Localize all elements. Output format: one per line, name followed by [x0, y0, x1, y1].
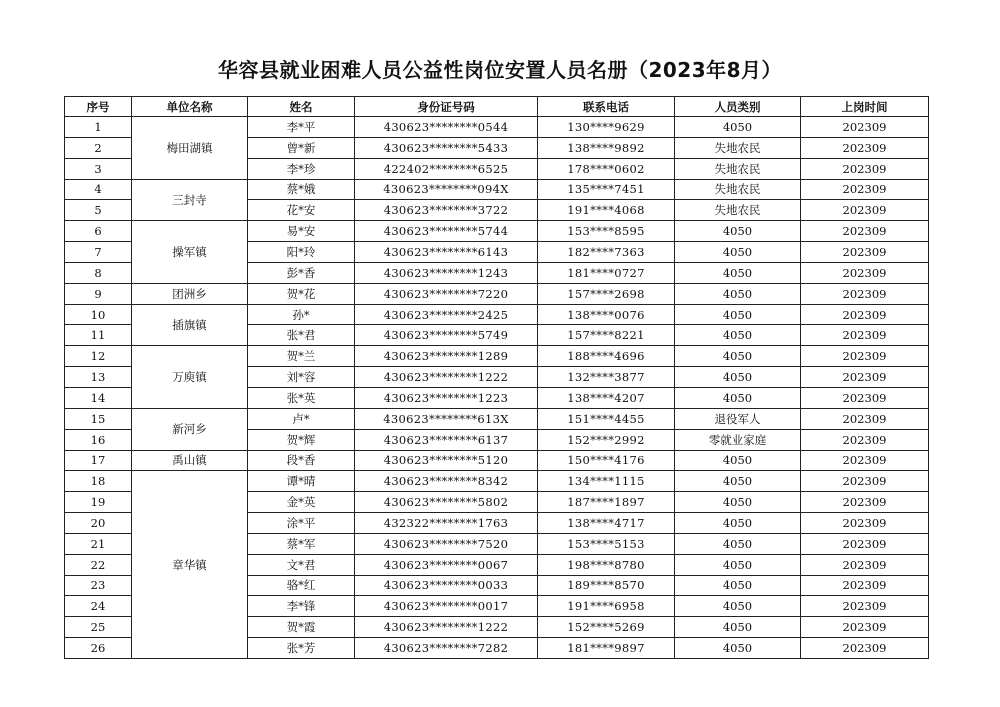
cell-no: 19: [65, 492, 132, 513]
cell-unit: 章华镇: [132, 471, 248, 659]
cell-no: 16: [65, 429, 132, 450]
header-start: 上岗时间: [801, 97, 929, 117]
cell-start: 202309: [801, 575, 929, 596]
cell-id: 430623********8342: [355, 471, 538, 492]
cell-id: 430623********7220: [355, 283, 538, 304]
header-phone: 联系电话: [538, 97, 675, 117]
cell-name: 卢*: [248, 408, 355, 429]
cell-phone: 138****9892: [538, 137, 675, 158]
cell-start: 202309: [801, 471, 929, 492]
cell-unit: 禹山镇: [132, 450, 248, 471]
header-category: 人员类别: [675, 97, 801, 117]
cell-phone: 189****8570: [538, 575, 675, 596]
table-row: [65, 471, 929, 492]
cell-start: 202309: [801, 429, 929, 450]
header-row: [65, 97, 929, 117]
cell-start: 202309: [801, 387, 929, 408]
cell-phone: 138****4717: [538, 513, 675, 534]
cell-no: 11: [65, 325, 132, 346]
table-row: [65, 304, 929, 325]
cell-name: 谭*晴: [248, 471, 355, 492]
cell-name: 彭*香: [248, 262, 355, 283]
page-title: 华容县就业困难人员公益性岗位安置人员名册（2023年8月）: [217, 58, 783, 82]
cell-id: 430623********5120: [355, 450, 538, 471]
cell-no: 17: [65, 450, 132, 471]
cell-id: 430623********5744: [355, 221, 538, 242]
header-name: 姓名: [248, 97, 355, 117]
cell-unit: 团洲乡: [132, 283, 248, 304]
cell-category: 4050: [675, 304, 801, 325]
cell-name: 蔡*娥: [248, 179, 355, 200]
cell-start: 202309: [801, 200, 929, 221]
cell-id: 430623********2425: [355, 304, 538, 325]
cell-unit: 插旗镇: [132, 304, 248, 346]
cell-name: 贺*花: [248, 283, 355, 304]
cell-start: 202309: [801, 408, 929, 429]
header-id: 身份证号码: [355, 97, 538, 117]
cell-unit: 三封寺: [132, 179, 248, 221]
cell-no: 3: [65, 158, 132, 179]
cell-category: 失地农民: [675, 158, 801, 179]
cell-name: 骆*红: [248, 575, 355, 596]
cell-name: 贺*兰: [248, 346, 355, 367]
cell-unit: 万庾镇: [132, 346, 248, 409]
cell-phone: 178****0602: [538, 158, 675, 179]
cell-start: 202309: [801, 346, 929, 367]
cell-category: 4050: [675, 221, 801, 242]
cell-category: 失地农民: [675, 200, 801, 221]
cell-category: 4050: [675, 513, 801, 534]
cell-id: 430623********5802: [355, 492, 538, 513]
cell-id: 430623********1222: [355, 367, 538, 388]
cell-no: 2: [65, 137, 132, 158]
cell-category: 4050: [675, 533, 801, 554]
roster-body: [65, 117, 929, 659]
cell-category: 退役军人: [675, 408, 801, 429]
cell-start: 202309: [801, 304, 929, 325]
cell-category: 4050: [675, 596, 801, 617]
cell-start: 202309: [801, 242, 929, 263]
cell-no: 12: [65, 346, 132, 367]
cell-no: 4: [65, 179, 132, 200]
cell-start: 202309: [801, 221, 929, 242]
cell-category: 4050: [675, 346, 801, 367]
cell-start: 202309: [801, 367, 929, 388]
cell-no: 8: [65, 262, 132, 283]
cell-start: 202309: [801, 554, 929, 575]
table-row: [65, 117, 929, 138]
cell-start: 202309: [801, 262, 929, 283]
cell-phone: 188****4696: [538, 346, 675, 367]
cell-start: 202309: [801, 617, 929, 638]
cell-start: 202309: [801, 638, 929, 659]
cell-id: 430623********094X: [355, 179, 538, 200]
cell-no: 13: [65, 367, 132, 388]
cell-id: 430623********6137: [355, 429, 538, 450]
cell-no: 22: [65, 554, 132, 575]
cell-id: 430623********5749: [355, 325, 538, 346]
cell-category: 4050: [675, 117, 801, 138]
cell-name: 涂*平: [248, 513, 355, 534]
cell-start: 202309: [801, 533, 929, 554]
cell-phone: 198****8780: [538, 554, 675, 575]
cell-name: 贺*霞: [248, 617, 355, 638]
cell-start: 202309: [801, 596, 929, 617]
cell-name: 易*安: [248, 221, 355, 242]
cell-id: 430623********5433: [355, 137, 538, 158]
cell-start: 202309: [801, 283, 929, 304]
cell-id: 430623********7520: [355, 533, 538, 554]
cell-phone: 153****5153: [538, 533, 675, 554]
cell-phone: 138****0076: [538, 304, 675, 325]
cell-phone: 135****7451: [538, 179, 675, 200]
cell-category: 失地农民: [675, 179, 801, 200]
table-row: [65, 450, 929, 471]
cell-id: 430623********1222: [355, 617, 538, 638]
cell-category: 4050: [675, 367, 801, 388]
cell-category: 失地农民: [675, 137, 801, 158]
cell-phone: 187****1897: [538, 492, 675, 513]
cell-unit: 操军镇: [132, 221, 248, 284]
cell-category: 4050: [675, 325, 801, 346]
cell-id: 430623********0017: [355, 596, 538, 617]
cell-phone: 191****6958: [538, 596, 675, 617]
cell-id: 422402********6525: [355, 158, 538, 179]
cell-no: 14: [65, 387, 132, 408]
cell-phone: 157****8221: [538, 325, 675, 346]
cell-no: 15: [65, 408, 132, 429]
cell-id: 430623********7282: [355, 638, 538, 659]
cell-name: 段*香: [248, 450, 355, 471]
table-row: [65, 221, 929, 242]
cell-id: 430623********1223: [355, 387, 538, 408]
roster-table: [64, 96, 929, 659]
cell-category: 4050: [675, 575, 801, 596]
cell-category: 4050: [675, 617, 801, 638]
cell-id: 430623********1243: [355, 262, 538, 283]
cell-phone: 134****1115: [538, 471, 675, 492]
cell-name: 张*君: [248, 325, 355, 346]
cell-name: 李*锋: [248, 596, 355, 617]
header-unit: 单位名称: [132, 97, 248, 117]
cell-unit: 新河乡: [132, 408, 248, 450]
cell-no: 20: [65, 513, 132, 534]
cell-name: 贺*辉: [248, 429, 355, 450]
cell-id: 430623********0544: [355, 117, 538, 138]
cell-no: 23: [65, 575, 132, 596]
cell-phone: 181****0727: [538, 262, 675, 283]
table-row: [65, 346, 929, 367]
cell-no: 26: [65, 638, 132, 659]
cell-phone: 138****4207: [538, 387, 675, 408]
cell-phone: 150****4176: [538, 450, 675, 471]
cell-unit: 梅田湖镇: [132, 117, 248, 180]
cell-no: 25: [65, 617, 132, 638]
cell-start: 202309: [801, 117, 929, 138]
cell-no: 24: [65, 596, 132, 617]
cell-category: 4050: [675, 387, 801, 408]
cell-name: 李*珍: [248, 158, 355, 179]
cell-id: 430623********6143: [355, 242, 538, 263]
cell-id: 430623********3722: [355, 200, 538, 221]
cell-id: 432322********1763: [355, 513, 538, 534]
cell-name: 文*君: [248, 554, 355, 575]
cell-phone: 157****2698: [538, 283, 675, 304]
table-row: [65, 179, 929, 200]
cell-category: 零就业家庭: [675, 429, 801, 450]
cell-start: 202309: [801, 513, 929, 534]
table-row: [65, 408, 929, 429]
cell-name: 花*安: [248, 200, 355, 221]
cell-phone: 132****3877: [538, 367, 675, 388]
cell-no: 10: [65, 304, 132, 325]
cell-name: 曾*新: [248, 137, 355, 158]
cell-name: 蔡*军: [248, 533, 355, 554]
cell-no: 5: [65, 200, 132, 221]
cell-category: 4050: [675, 283, 801, 304]
cell-phone: 152****2992: [538, 429, 675, 450]
cell-no: 1: [65, 117, 132, 138]
cell-phone: 191****4068: [538, 200, 675, 221]
cell-category: 4050: [675, 471, 801, 492]
cell-phone: 130****9629: [538, 117, 675, 138]
cell-category: 4050: [675, 262, 801, 283]
cell-phone: 182****7363: [538, 242, 675, 263]
cell-id: 430623********0067: [355, 554, 538, 575]
cell-id: 430623********0033: [355, 575, 538, 596]
cell-name: 李*平: [248, 117, 355, 138]
header-no: 序号: [65, 97, 132, 117]
cell-start: 202309: [801, 450, 929, 471]
cell-start: 202309: [801, 492, 929, 513]
cell-no: 7: [65, 242, 132, 263]
cell-no: 21: [65, 533, 132, 554]
cell-name: 阳*玲: [248, 242, 355, 263]
cell-start: 202309: [801, 137, 929, 158]
cell-no: 9: [65, 283, 132, 304]
table-row: [65, 283, 929, 304]
cell-category: 4050: [675, 554, 801, 575]
cell-name: 孙*: [248, 304, 355, 325]
cell-category: 4050: [675, 492, 801, 513]
cell-name: 张*芳: [248, 638, 355, 659]
cell-start: 202309: [801, 179, 929, 200]
cell-category: 4050: [675, 242, 801, 263]
cell-name: 金*英: [248, 492, 355, 513]
cell-no: 6: [65, 221, 132, 242]
cell-phone: 153****8595: [538, 221, 675, 242]
cell-name: 刘*容: [248, 367, 355, 388]
cell-phone: 152****5269: [538, 617, 675, 638]
cell-category: 4050: [675, 638, 801, 659]
cell-start: 202309: [801, 325, 929, 346]
cell-id: 430623********613X: [355, 408, 538, 429]
cell-start: 202309: [801, 158, 929, 179]
cell-name: 张*英: [248, 387, 355, 408]
cell-phone: 181****9897: [538, 638, 675, 659]
cell-category: 4050: [675, 450, 801, 471]
cell-no: 18: [65, 471, 132, 492]
cell-phone: 151****4455: [538, 408, 675, 429]
cell-id: 430623********1289: [355, 346, 538, 367]
